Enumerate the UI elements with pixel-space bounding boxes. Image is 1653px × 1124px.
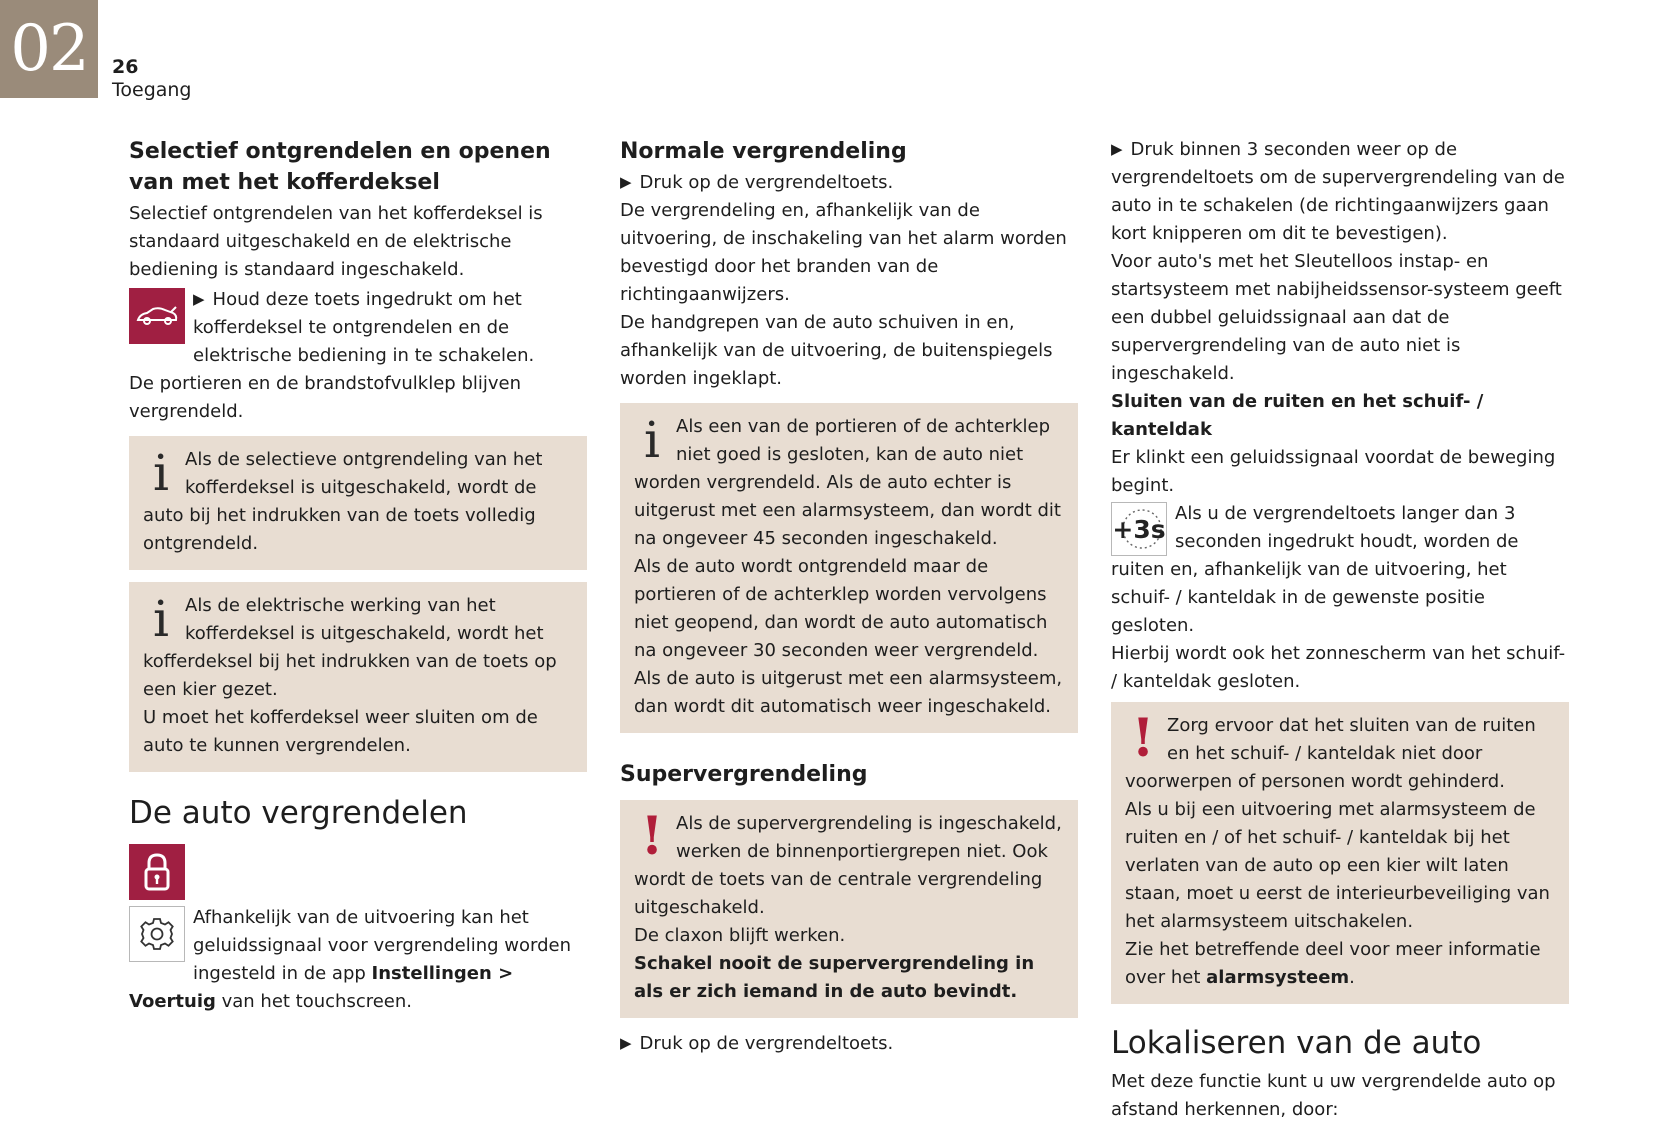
warn-superlock-a: Als de supervergrendeling is ingeschakeld, werken de binnenportiergrepen niet. Ook wordt de toets van de centrale vergrendeling uitgeschakeld.: [634, 813, 1062, 918]
lock-icon: [129, 844, 185, 900]
lock-sound-text: Afhankelijk van de uitvoering kan het geluidssignaal voor vergrendeling worden ingesteld in de app Instellingen > Voertuig van het touchscreen.: [129, 907, 572, 1012]
lock-heading: De auto vergrendelen: [129, 795, 468, 831]
keyless-text: Voor auto's met het Sleutelloos instap- en startsysteem met nabijheidssensor-systeem geeft een dubbel geluidssignaal aan dat de supervergrendeling van de auto niet is ingeschakeld.: [1111, 251, 1562, 384]
info-normal-lock-b: Als de auto wordt ontgrendeld maar de portieren of de achterklep worden vervolgens niet geopend, dan wordt de auto automatisch na ongeveer 30 seconden weer vergrendeld. Als de auto is uitgerust met een alarmsysteem, dan wordt dit automatisch weer ingeschakeld.: [634, 556, 1063, 717]
section-title: Toegang: [112, 79, 192, 101]
trunk-step: Houd deze toets ingedrukt om het kofferdeksel te ontgrendelen en de elektrische bediening in te schakelen.: [193, 289, 535, 366]
info-box-electric: [129, 582, 587, 772]
locate-heading: Lokaliseren van de auto: [1111, 1025, 1482, 1061]
gear-icon: [129, 906, 185, 962]
column-3: [1111, 136, 1569, 1124]
info-selective-text: Als de selectieve ontgrendeling van het kofferdeksel is uitgeschakeld, wordt de auto bij het indrukken van de toets volledig ontgrendeld.: [143, 449, 543, 554]
arrow-icon: ▶: [1111, 140, 1123, 158]
info-electric-text: Als de elektrische werking van het kofferdeksel is uitgeschakeld, wordt het kofferdeksel bij het indrukken van de toets op een kier gezet.: [143, 595, 557, 700]
warn-windows-c: Zie het betreffende deel voor meer informatie over het alarmsysteem.: [1125, 939, 1541, 988]
arrow-icon: ▶: [620, 1034, 632, 1052]
trunk-open-icon: [129, 288, 185, 344]
superlock-step: Druk op de vergrendeltoets.: [639, 1033, 894, 1054]
superlock-step-2: Druk binnen 3 seconden weer op de vergrendeltoets om de supervergrendeling van de auto in te schakelen (de richtingaanwijzers gaan kort knipperen om dit te bevestigen).: [1111, 139, 1565, 244]
info-box-selective: [129, 436, 587, 570]
arrow-icon: ▶: [193, 290, 205, 308]
page-number: 26: [112, 56, 139, 78]
warn-superlock-b: De claxon blijft werken.: [634, 925, 846, 946]
info-normal-lock-a: Als een van de portieren of de achterklep niet goed is gesloten, kan de auto niet worden vergrendeld. Als de auto echter is uitgerust met een alarmsysteem, dan wordt dit na ongeveer 45 seconden ingeschakeld.: [634, 416, 1061, 549]
windows-p1: Er klinkt een geluidssignaal voordat de beweging begint.: [1111, 447, 1556, 496]
warning-box-superlock: [620, 800, 1078, 1018]
normal-lock-step: Druk op de vergrendeltoets.: [639, 172, 894, 193]
warning-icon: !: [1131, 708, 1155, 769]
superlock-heading: Supervergrendeling: [620, 762, 868, 787]
info-electric-close-text: U moet het kofferdeksel weer sluiten om de auto te kunnen vergrendelen.: [143, 707, 538, 756]
arrow-icon: ▶: [620, 173, 632, 191]
normal-lock-p1: De vergrendeling en, afhankelijk van de uitvoering, de inschakeling van het alarm worden bevestigd door het branden van de richtingaanwijzers.: [620, 200, 1067, 305]
info-icon: i: [644, 411, 660, 469]
normal-lock-p2: De handgrepen van de auto schuiven in en, afhankelijk van de uitvoering, de buitenspiegels worden ingeklapt.: [620, 312, 1053, 389]
info-box-normal-lock: [620, 403, 1078, 733]
windows-p3: Hierbij wordt ook het zonnescherm van het schuif- / kanteldak gesloten.: [1111, 643, 1566, 692]
warn-windows-b: Als u bij een uitvoering met alarmsysteem de ruiten en / of het schuif- / kanteldak bij het verlaten van de auto op een kier wilt laten staan, moet u eerst de interieurbeveiliging van het alarmsysteem uitschakelen.: [1125, 799, 1550, 932]
locate-text: Met deze functie kunt u uw vergrendelde auto op afstand herkennen, door:: [1111, 1071, 1556, 1120]
trunk-heading: Selectief ontgrendelen en openen van met het kofferdeksel: [129, 139, 551, 195]
timer-3s-label: +3s: [1112, 515, 1166, 544]
chapter-tab: 02: [0, 0, 98, 98]
info-icon: i: [153, 590, 169, 648]
trunk-intro: Selectief ontgrendelen van het kofferdeksel is standaard uitgeschakeld en de elektrische bediening is standaard ingeschakeld.: [129, 203, 543, 280]
warn-superlock-c: Schakel nooit de supervergrendeling in als er zich iemand in de auto bevindt.: [634, 953, 1035, 1002]
column-2: [620, 136, 1078, 1058]
windows-p2: Als u de vergrendeltoets langer dan 3 seconden ingedrukt houdt, worden de ruiten en, afhankelijk van de uitvoering, het schuif- / kanteldak in de gewenste positie gesloten.: [1111, 503, 1519, 636]
timer-3s-icon: [1111, 502, 1167, 556]
warn-windows-a: Zorg ervoor dat het sluiten van de ruiten en het schuif- / kanteldak niet door voorwerpen of personen wordt gehinderd.: [1125, 715, 1536, 792]
windows-heading: Sluiten van de ruiten en het schuif- / kanteldak: [1111, 391, 1484, 440]
warning-icon: !: [640, 806, 664, 867]
normal-lock-heading: Normale vergrendeling: [620, 139, 907, 164]
doors-locked-text: De portieren en de brandstofvulklep blijven vergrendeld.: [129, 373, 522, 422]
info-icon: i: [153, 444, 169, 502]
column-1: [129, 136, 587, 1016]
warning-box-windows: [1111, 702, 1569, 1004]
